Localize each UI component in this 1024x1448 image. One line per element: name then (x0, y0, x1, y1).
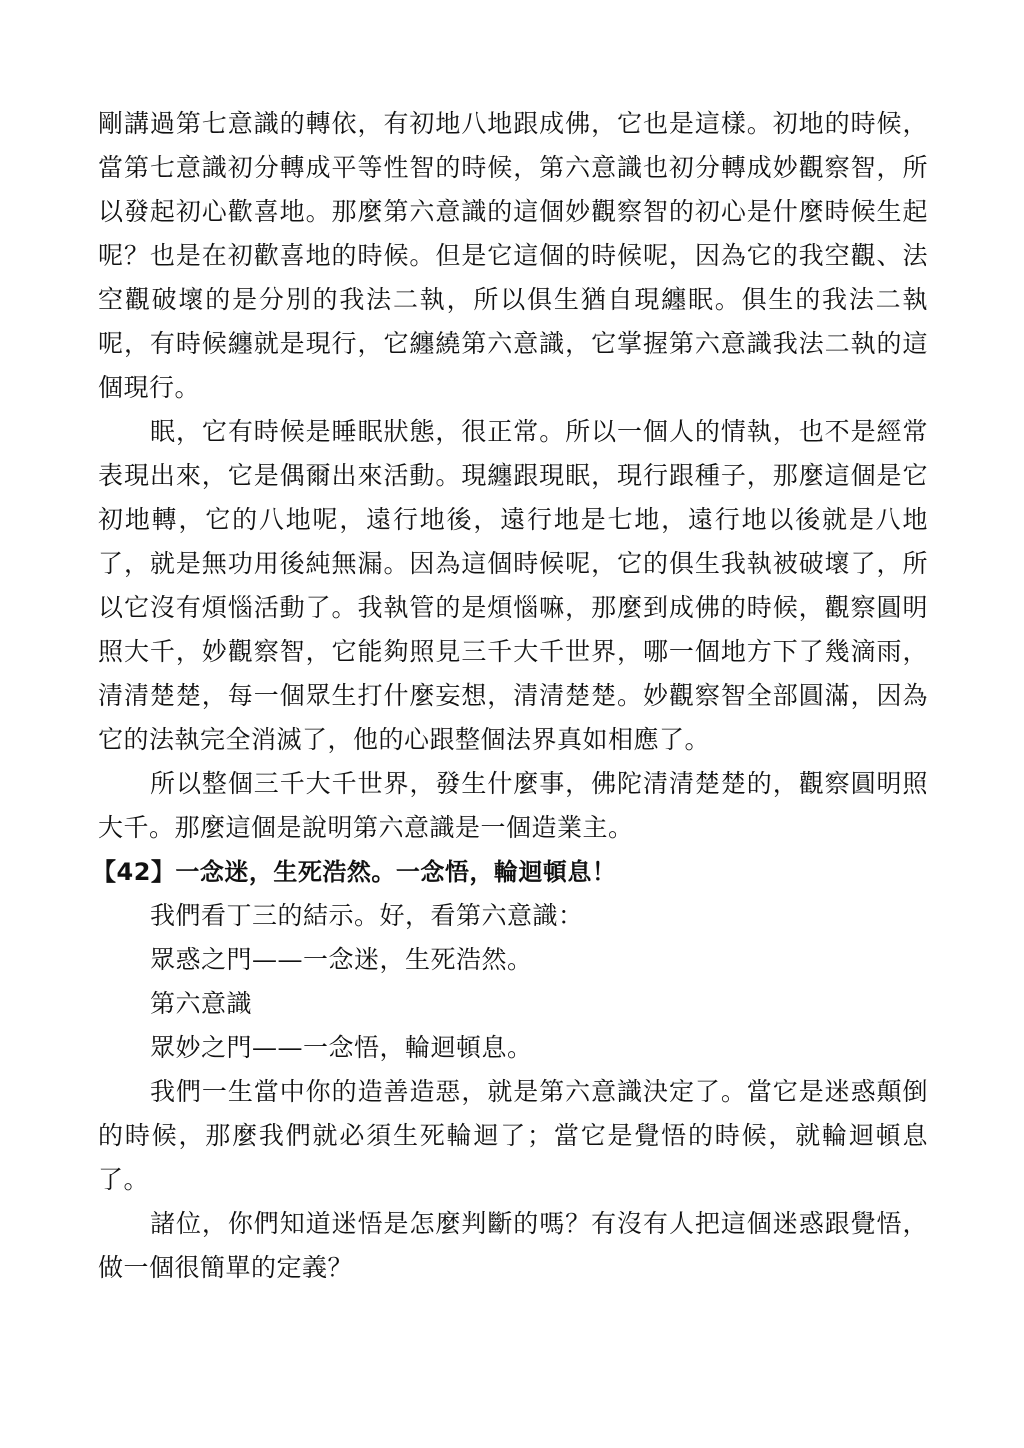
paragraph-good-and-evil: 我們一生當中你的造善造惡，就是第六意識決定了。當它是迷惑顛倒的時候，那麼我們就必須生死輪迴了；當它是覺悟的時候，就輪迴頓息了。 (98, 1077, 928, 1194)
paragraph-conclusion-intro: 我們看丁三的結示。好，看第六意識： (150, 901, 584, 930)
line-gate-of-wonder: 眾妙之門——一念悟，輪迴頓息。 (150, 1033, 533, 1062)
line-gate-of-delusion: 眾惑之門——一念迷，生死浩然。 (150, 945, 533, 974)
section-heading-42: 【42】一念迷，生死浩然。一念悟，輪迴頓息！ (92, 858, 617, 886)
document-page (92, 102, 928, 1290)
paragraph-dormant-state: 眠，它有時候是睡眠狀態，很正常。所以一個人的情執，也不是經常表現出來，它是偶爾出來活動。現纏跟現眠，現行跟種子，那麼這個是它初地轉，它的八地呢，遠行地後，遠行地是七地，遠行地以後就是八地了，就是無功用後純無漏。因為這個時候呢，它的俱生我執被破壞了，所以它沒有煩惱活動了。我執管的是煩惱嘛，那麼到成佛的時候，觀察圓明照大千，妙觀察智，它能夠照見三千大千世界，哪一個地方下了幾滴雨，清清楚楚，每一個眾生打什麼妄想，清清楚楚。妙觀察智全部圓滿，因為它的法執完全消滅了，他的心跟整個法界真如相應了。 (98, 417, 928, 754)
paragraph-question: 諸位，你們知道迷悟是怎麼判斷的嗎？有沒有人把這個迷惑跟覺悟，做一個很簡單的定義？ (98, 1209, 928, 1282)
paragraph-transformation-intro: 剛講過第七意識的轉依，有初地八地跟成佛，它也是這樣。初地的時候，當第七意識初分轉成平等性智的時候，第六意識也初分轉成妙觀察智，所以發起初心歡喜地。那麼第六意識的這個妙觀察智的初心是什麼時候生起呢？也是在初歡喜地的時候。但是它這個的時候呢，因為它的我空觀、法空觀破壞的是分別的我法二執，所以俱生猶自現纏眠。俱生的我法二執呢，有時候纏就是現行，它纏繞第六意識，它掌握第六意識我法二執的這個現行。 (98, 109, 928, 402)
paragraph-karma-maker: 所以整個三千大千世界，發生什麼事，佛陀清清楚楚的，觀察圓明照大千。那麼這個是說明第六意識是一個造業主。 (98, 769, 928, 842)
line-sixth-consciousness: 第六意識 (150, 989, 253, 1018)
